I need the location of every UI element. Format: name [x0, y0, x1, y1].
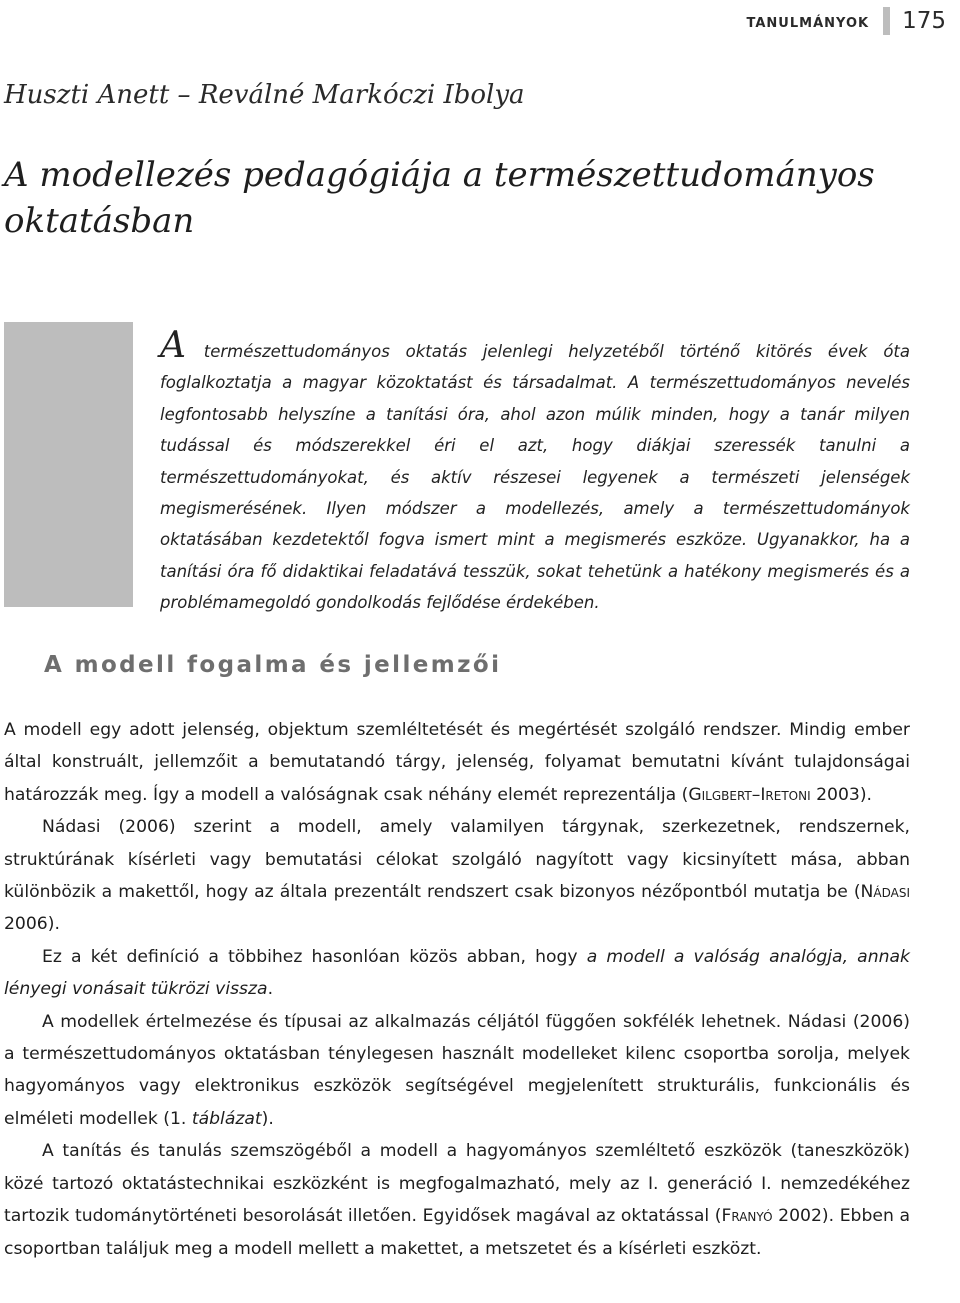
table-reference: táblázat	[191, 1108, 262, 1129]
author-names: Huszti Anett – Reválné Markóczi Ibolya	[4, 80, 525, 110]
paragraph-5-text: A tanítás és tanulás szemszögéből a modell a hagyományos szemléltető eszközök (taneszközök) közé tartozó oktatástechnikai eszközként is megfogalmazható, mely az I. generáció I. nemzedékéhez tartozik tudománytörténeti besorolását illetően. Egyidősek magával az oktatással (	[4, 1141, 910, 1227]
paragraph-1	[4, 714, 910, 811]
article-body	[4, 714, 910, 1265]
paragraph-5-tail: 2002). Ebben a csoportban találjuk meg a modell mellett a makettet, a metszetet és a kísérleti eszközt.	[4, 1206, 911, 1259]
citation-nadasi: Nádasi	[860, 882, 910, 903]
paragraph-3-tail: .	[267, 979, 274, 1000]
paragraph-2-text: Nádasi (2006) szerint a modell, amely valamilyen tárgynak, szerkezetnek, rendszernek, struktúrának kísérleti vagy bemutatási célokat szolgáló nagyított vagy kicsinyített mása, abban különbözik a makettől, hogy az általa prezentált rendszert csak bizonyos nézőpontból mutatja be (	[4, 817, 910, 903]
page-number: 175	[902, 8, 946, 34]
paragraph-2	[4, 811, 910, 941]
paragraph-5	[4, 1135, 910, 1265]
paragraph-1-text: A modell egy adott jelenség, objektum szemléltetését és megértését szolgáló rendszer. Mindig ember által konstruált, jellemzőit a bemutatandó tárgy, jelenség, folyamat bemutatni kívánt tulajdonságai határozzák meg. Így a modell a valóságnak csak néhány elemét reprezentálja (	[4, 720, 910, 805]
header-divider	[883, 7, 890, 35]
citation-gilgbert-iretoni: Gilgbert–Iretoni	[688, 784, 811, 805]
abstract-text: természettudományos oktatás jelenlegi helyzetéből történő kitörés évek óta foglalkoztatja a magyar közoktatást és társadalmat. A természettudományos nevelés legfontosabb helyszíne a tanítási óra, ahol azon múlik minden, hogy a tanár milyen tudással és módszerekkel éri el azt, hogy diákjai szeressék tanulni a természettudományokat, és aktív részesei legyenek a természeti jelenségek megismerésének. Ilyen módszer a modellezés, amely a természettudományok oktatásában kezdetektől fogva ismert mint a megismerés eszköze. Ugyanakkor, ha a tanítási óra fő didaktikai feladatává tesszük, sokat tehetünk a hatékony megismerés és a problémamegoldó gondolkodás fejlődése érdekében.	[160, 342, 910, 613]
paragraph-3	[4, 941, 910, 1006]
abstract	[160, 325, 910, 619]
paragraph-1-tail: 2003).	[810, 784, 873, 805]
paragraph-4-tail: ).	[261, 1108, 274, 1129]
paragraph-2-tail: 2006).	[4, 914, 60, 935]
paragraph-4	[4, 1006, 910, 1136]
running-head	[747, 6, 947, 36]
abstract-dropcap: A	[160, 325, 186, 366]
section-heading: A modell fogalma és jellemzői	[44, 652, 502, 678]
article-title: A modellezés pedagógiája a természettudományos oktatásban	[4, 155, 875, 241]
paragraph-3-emphasis: a modell a valóság analógja, annak lényegi vonásait tükrözi vissza	[4, 946, 910, 1000]
paragraph-3-text: Ez a két definíció a többihez hasonlóan közös abban, hogy	[42, 946, 587, 967]
citation-franyo: Franyó	[721, 1206, 773, 1227]
abstract-decorative-bar	[4, 322, 133, 607]
section-label: tanulmányok	[746, 10, 870, 32]
paragraph-4-text: A modellek értelmezése és típusai az alkalmazás céljától függően sokfélék lehetnek. Nádasi (2006) a természettudományos oktatásban ténylegesen használt modelleket kilenc csoportba sorolja, melyek hagyományos vagy elektronikus eszközök segítségével megjelenített strukturális, funkcionális és elméleti modellek (1.	[4, 1011, 910, 1129]
